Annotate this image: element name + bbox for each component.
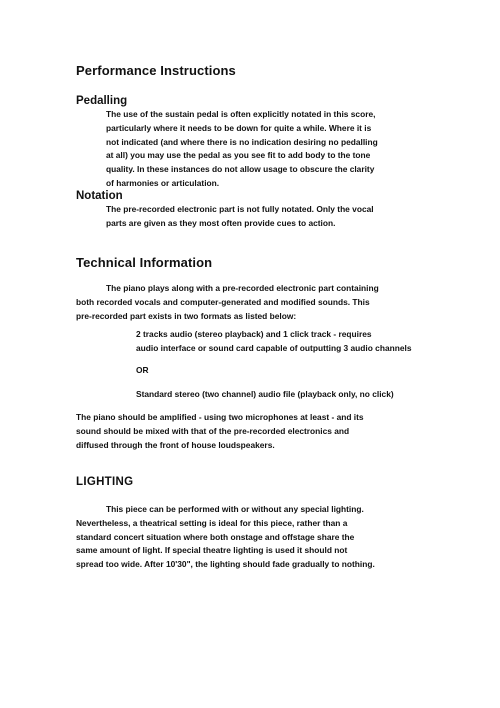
amplification-line: sound should be mixed with that of the pre-recorded electronics and [76,425,350,436]
format-option-2: Standard stereo (two channel) audio file (playback only, no click) [136,389,394,399]
pedalling-line: quality. In these instances do not allow usage to obscure the clarity [106,164,375,175]
lighting-line: standard concert situation where both onstage and offstage share the [76,531,355,542]
format-option-1-line: audio interface or sound card capable of outputting 3 audio channels [136,342,412,353]
technical-information-heading: Technical Information [76,255,213,270]
lighting-line: spread too wide. After 10'30", the lighting should fade gradually to nothing. [76,559,375,570]
amplification-line: diffused through the front of house loudspeakers. [76,439,275,450]
amplification-line: The piano should be amplified - using two microphones at least - and its [76,412,364,422]
format-option-1 [136,328,411,356]
pedalling-line: particularly where it needs to be down for quite a while. Where it is [106,122,372,133]
pedalling-heading: Pedalling [76,95,128,107]
technical-intro-line: The piano plays along with a pre-recorded electronic part containing [106,283,379,293]
lighting-line: This piece can be performed with or without any special lighting. [106,504,364,514]
lighting-heading: LIGHTING [76,476,134,488]
notation-line: The pre-recorded electronic part is not fully notated. Only the vocal [106,204,374,214]
pedalling-line: at all) you may use the pedal as you see fit to add body to the tone [106,150,371,161]
technical-intro-paragraph [76,282,379,323]
amplification-paragraph [76,411,364,452]
technical-intro-line: pre-recorded part exists in two formats as listed below: [76,310,297,321]
pedalling-line: The use of the sustain pedal is often explicitly notated in this score, [106,109,376,119]
performance-instructions-heading: Performance Instructions [76,63,236,78]
notation-heading: Notation [76,190,123,202]
or-label: OR [136,365,149,375]
format-option-1-line: 2 tracks audio (stereo playback) and 1 click track - requires [136,329,372,339]
notation-line: parts are given as they most often provide cues to action. [106,217,336,228]
pedalling-line: not indicated (and where there is no indication desiring no pedalling [106,136,378,147]
pedalling-paragraph [106,108,378,191]
pedalling-line: of harmonies or articulation. [106,177,220,188]
lighting-line: Nevertheless, a theatrical setting is ideal for this piece, rather than a [76,517,348,528]
lighting-line: same amount of light. If special theatre lighting is used it should not [76,545,348,556]
notation-paragraph [106,203,374,231]
technical-intro-line: both recorded vocals and computer-generated and modified sounds. This [76,296,370,307]
lighting-paragraph [76,503,375,572]
